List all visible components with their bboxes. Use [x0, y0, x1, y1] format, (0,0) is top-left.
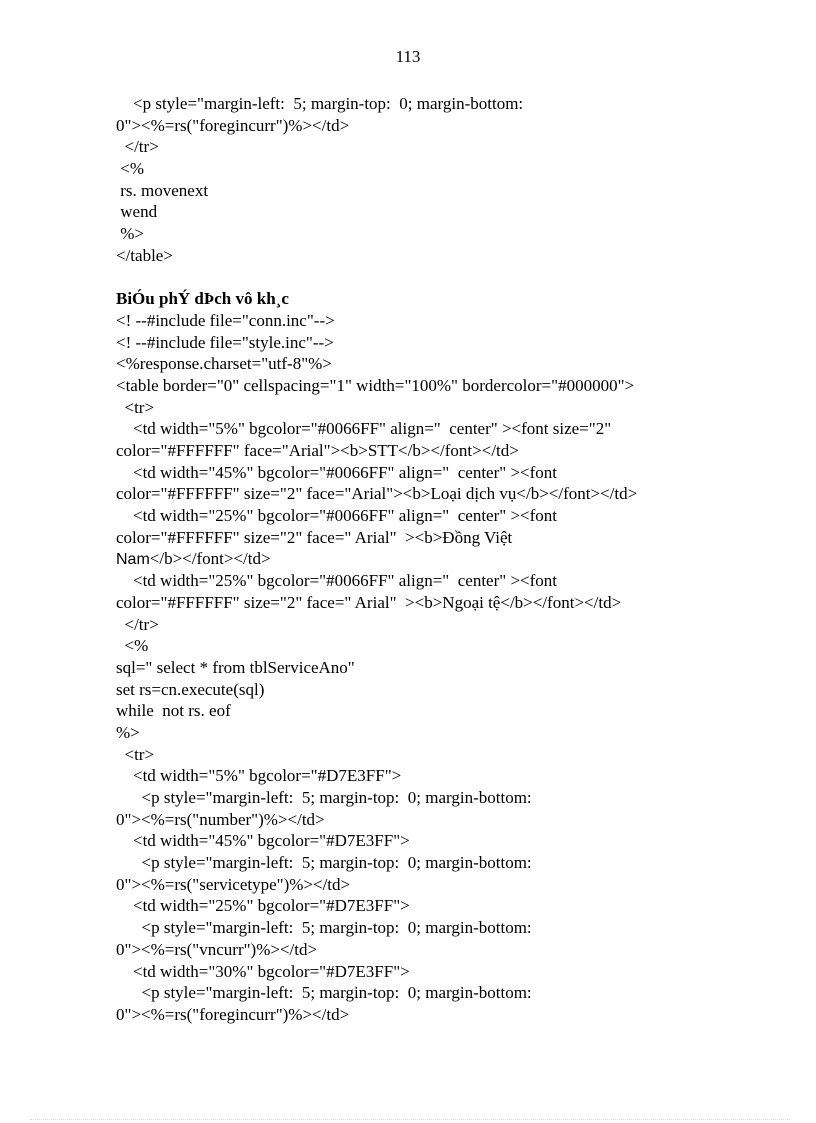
code-line: 0"><%=rs("vncurr")%></td>	[116, 939, 318, 959]
code-line: <td width="5%" bgcolor="#0066FF" align=" center" ><font size="2"	[116, 419, 612, 439]
code-line: <p style="margin-left: 5; margin-top: 0; margin-bottom:	[116, 918, 532, 938]
code-line: <! --#include file="conn.inc"-->	[116, 310, 335, 330]
code-line	[116, 548, 716, 570]
code-line: <%	[116, 159, 144, 179]
code-line: 0"><%=rs("servicetype")%></td>	[116, 874, 351, 894]
code-line: <p style="margin-left: 5; margin-top: 0; margin-bottom:	[116, 983, 532, 1003]
nam-word: Nam	[116, 551, 150, 569]
code-line: while not rs. eof	[116, 701, 231, 721]
code-line: </table>	[116, 245, 173, 265]
code-line: set rs=cn.execute(sql)	[116, 679, 265, 699]
code-line: color="#FFFFFF" size="2" face=" Arial" ><b>Đồng Việt	[116, 527, 513, 547]
code-line: %>	[116, 224, 144, 244]
code-line: color="#FFFFFF" face="Arial"><b>STT</b></font></td>	[116, 441, 519, 460]
code-line: <p style="margin-left: 5; margin-top: 0; margin-bottom:	[116, 788, 532, 807]
code-line: <p style="margin-left: 5; margin-top: 0; margin-bottom:	[116, 853, 532, 873]
code-line: <td width="25%" bgcolor="#0066FF" align=" center" ><font	[116, 571, 558, 591]
code-line: <td width="45%" bgcolor="#0066FF" align=" center" ><font	[116, 462, 558, 482]
code-line: <td width="45%" bgcolor="#D7E3FF">	[116, 831, 410, 851]
page-number: 113	[395, 47, 421, 66]
code-line: <%response.charset="utf-8"%>	[116, 354, 332, 374]
code-line: <td width="25%" bgcolor="#0066FF" align=" center" ><font	[116, 506, 558, 526]
code-line: %>	[116, 722, 140, 742]
code-line: <%	[116, 636, 149, 656]
code-line: <tr>	[116, 397, 155, 417]
code-line: <td width="5%" bgcolor="#D7E3FF">	[116, 766, 402, 786]
code-line: wend	[116, 202, 158, 222]
code-line: <tr>	[116, 744, 155, 764]
code-listing	[116, 93, 716, 1026]
code-line: color="#FFFFFF" size="2" face=" Arial" ><b>Ngoại tệ</b></font></td>	[116, 592, 622, 612]
code-line: <p style="margin-left: 5; margin-top: 0; margin-bottom:	[116, 94, 524, 113]
code-line: <! --#include file="style.inc"-->	[116, 332, 334, 352]
code-line: sql=" select * from tblServiceAno"	[116, 657, 355, 677]
code-line: rs. movenext	[116, 180, 209, 200]
page-bottom-divider	[30, 1119, 790, 1120]
code-line: <td width="25%" bgcolor="#D7E3FF">	[116, 896, 410, 916]
code-line: </tr>	[116, 614, 159, 634]
code-line: 0"><%=rs("foregincurr")%></td>	[116, 115, 350, 135]
section-heading: BiÓu phÝ dÞch vô kh¸c	[116, 289, 289, 309]
code-line: <table border="0" cellspacing="1" width="100%" bordercolor="#000000">	[116, 375, 635, 395]
nam-rest: </b></font></td>	[149, 549, 271, 569]
code-line: <td width="30%" bgcolor="#D7E3FF">	[116, 961, 410, 981]
blank-line	[116, 267, 716, 289]
code-line: 0"><%=rs("foregincurr")%></td>	[116, 1004, 350, 1024]
code-line: color="#FFFFFF" size="2" face="Arial"><b>Loại dịch vụ</b></font></td>	[116, 484, 638, 504]
code-line: </tr>	[116, 137, 159, 157]
code-line: 0"><%=rs("number")%></td>	[116, 809, 325, 829]
